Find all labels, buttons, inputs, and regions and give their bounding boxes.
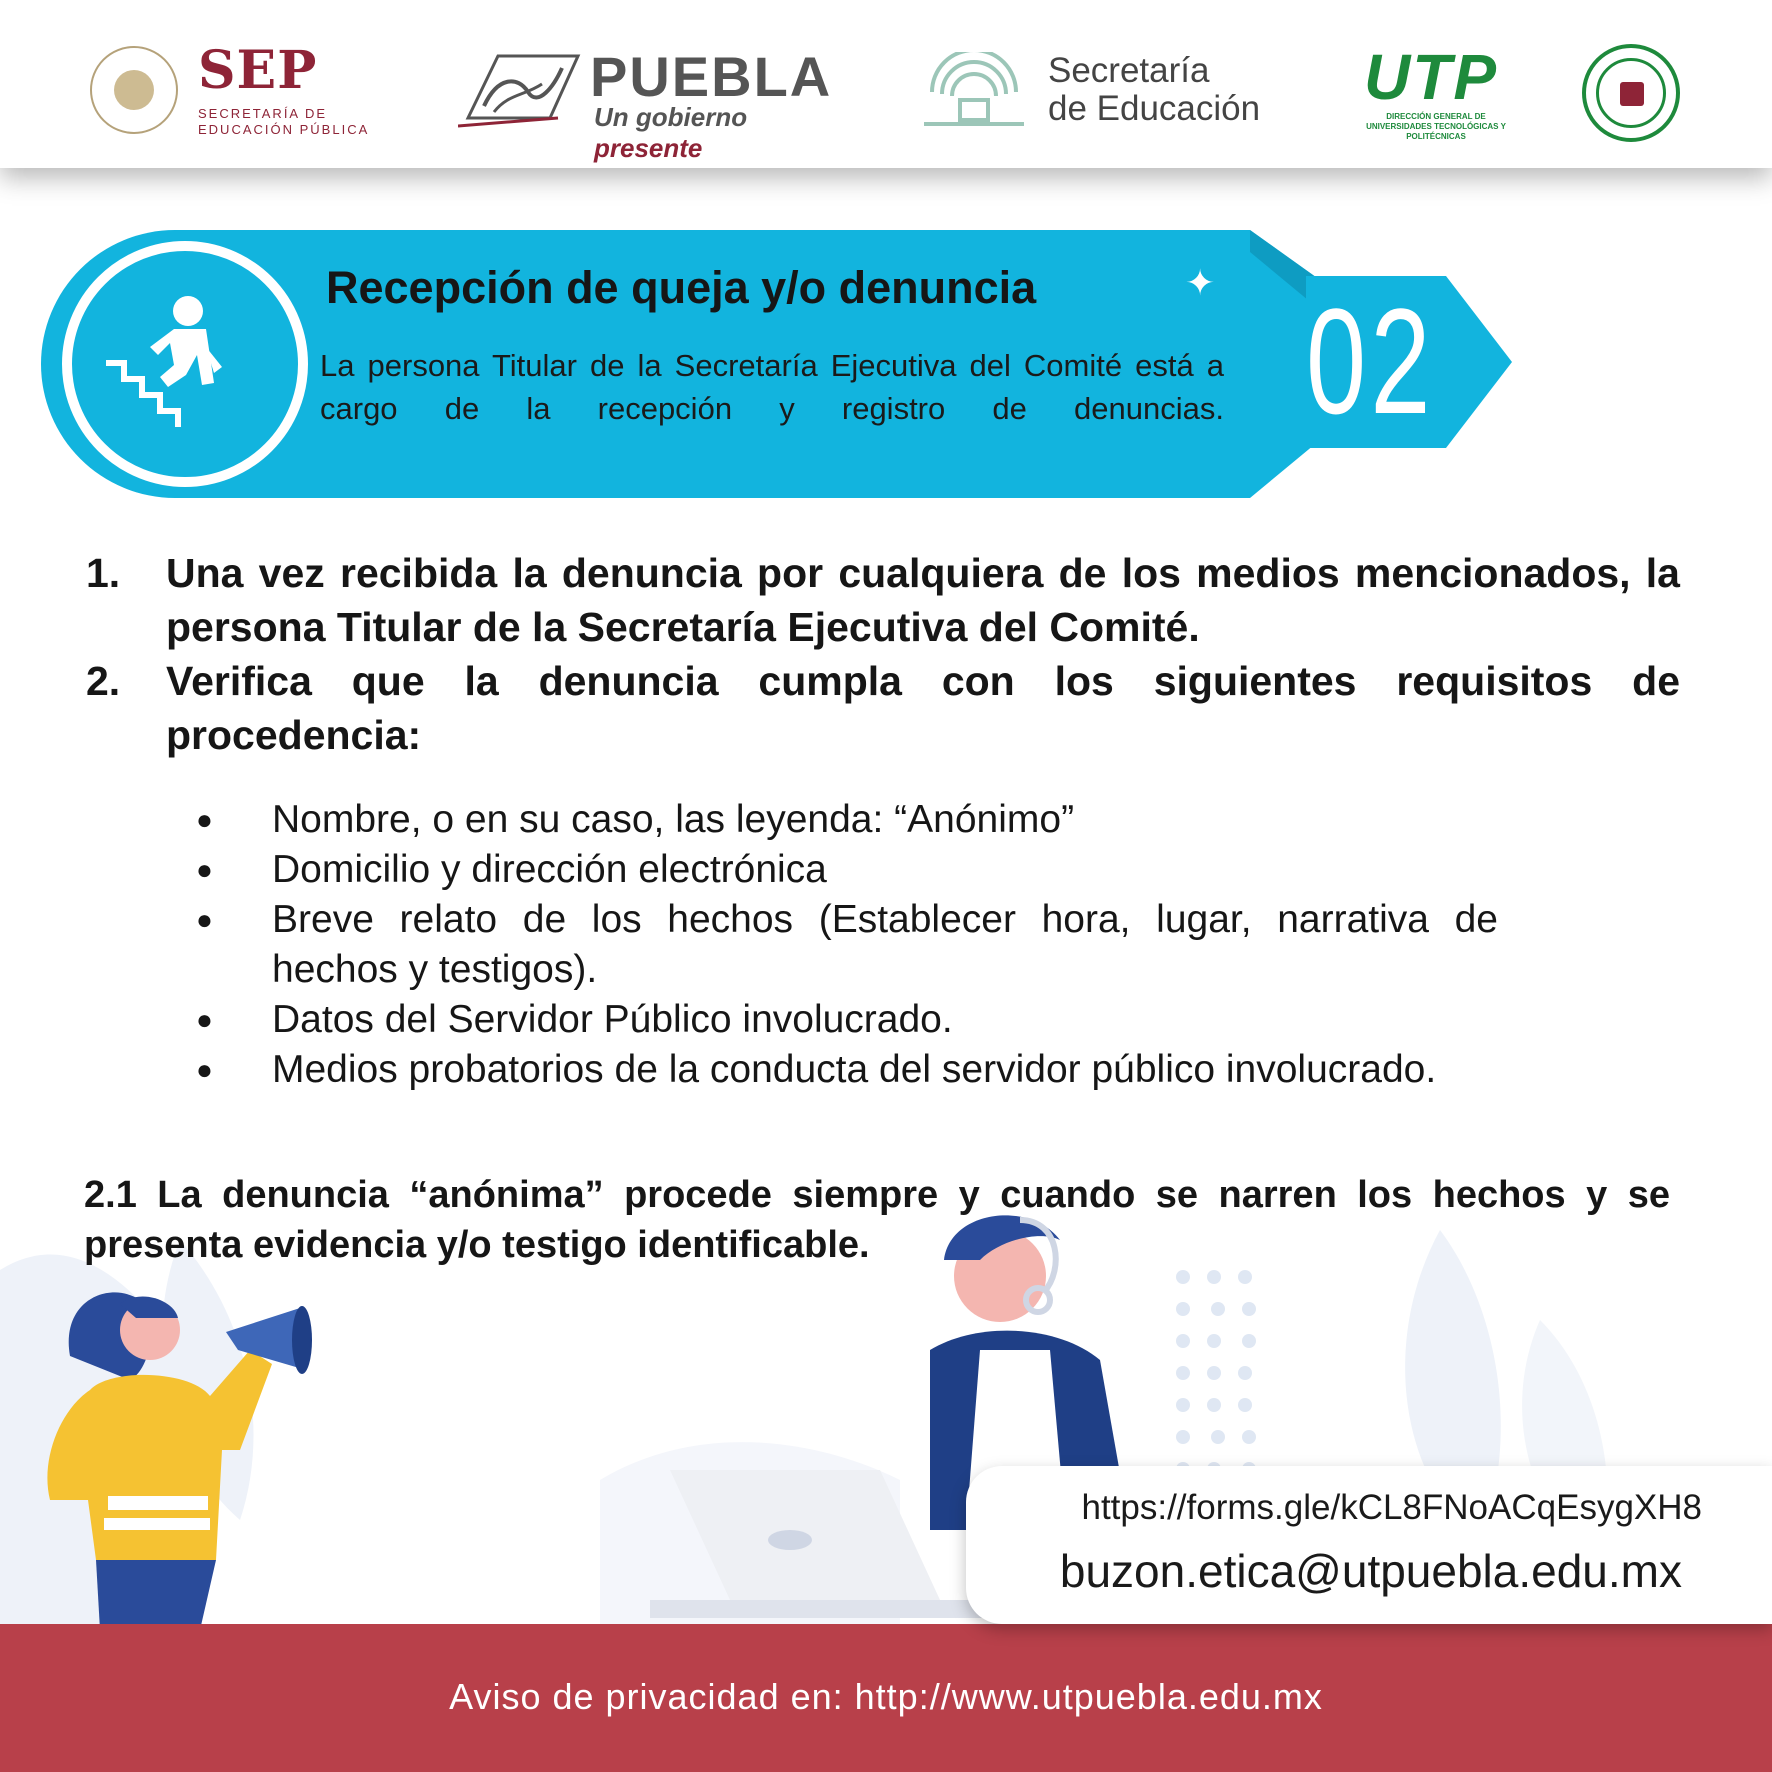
contact-card	[966, 1466, 1772, 1624]
puebla-logo	[458, 40, 838, 163]
privacy-notice-link[interactable]: Aviso de privacidad en: http://www.utpuebla.edu.mx	[449, 1676, 1323, 1717]
puebla-sub-start: Un gobierno	[594, 102, 748, 132]
banner-description: La persona Titular de la Secretaría Ejecutiva del Comité está a cargo de la recepción y registro de denuncias.	[320, 348, 1224, 426]
bullet-icon: ●	[196, 904, 213, 935]
step-item-number: 1.	[86, 550, 121, 596]
puebla-word: PUEBLA	[590, 45, 833, 108]
footer	[0, 1624, 1772, 1772]
megaphone-woman-illustration	[47, 1292, 312, 1630]
email-link[interactable]: buzon.etica@utpuebla.edu.mx	[1059, 1545, 1682, 1597]
secretaria-educacion-text	[1048, 52, 1260, 128]
step-item-text: Verifica que la denuncia cumpla con los siguientes requisitos de procedencia:	[166, 658, 1680, 758]
requirement-text: Breve relato de los hechos (Establecer hora, lugar, narrativa de hechos y testigos).	[272, 898, 1498, 991]
requirement-text: Nombre, o en su caso, las leyenda: “Anónimo”	[272, 798, 1075, 841]
bullet-icon: ●	[196, 1004, 213, 1035]
utp-logo	[1356, 41, 1516, 141]
puebla-sub-end: presente	[594, 133, 703, 163]
requirements-list	[190, 795, 1498, 1095]
form-link[interactable]: https://forms.gle/kCL8FNoACqEsygXH8	[1081, 1488, 1702, 1527]
utp-word: UTP	[1364, 41, 1498, 113]
secedu-line2: de Educación	[1048, 89, 1261, 128]
requirement-item	[190, 1045, 1498, 1095]
stairs-walker-icon	[62, 243, 262, 443]
bullet-icon: ●	[196, 854, 213, 885]
sep-subtitle: SECRETARÍA DE EDUCACIÓN PÚBLICA	[198, 106, 370, 137]
secretaria-educacion-icon	[924, 52, 1024, 128]
requirement-item	[190, 795, 1498, 845]
secedu-line1: Secretaría	[1048, 51, 1210, 90]
utp-seal-icon	[1582, 44, 1680, 142]
requirement-item	[190, 895, 1498, 995]
puebla-subtitle	[594, 102, 838, 164]
puebla-logo-icon	[458, 46, 588, 128]
requirement-item	[190, 845, 1498, 895]
secretaria-educacion-logo	[924, 52, 1284, 132]
step-item	[86, 654, 1680, 762]
requirement-text: Datos del Servidor Público involucrado.	[272, 998, 953, 1041]
requirement-item	[190, 995, 1498, 1045]
header-logos	[0, 0, 1772, 168]
steps-list	[86, 546, 1680, 762]
step-number: 02	[1306, 277, 1435, 445]
requirement-text: Domicilio y dirección electrónica	[272, 848, 827, 891]
sep-word: SEP	[198, 40, 318, 101]
sep-logo	[90, 38, 390, 138]
step-item-number: 2.	[86, 658, 121, 704]
anonymous-note: 2.1 La denuncia “anónima” procede siempre y cuando se narren los hechos y se presenta evidencia y/o testigo identificable.	[84, 1174, 1670, 1266]
step-item	[86, 546, 1680, 654]
sparkle-icon: ✦	[1185, 262, 1216, 303]
utp-subtitle: DIRECCIÓN GENERAL DE UNIVERSIDADES TECNOLÓGICAS Y POLITÉCNICAS	[1366, 112, 1506, 141]
banner-title: Recepción de queja y/o denuncia	[326, 262, 1037, 313]
bullet-icon: ●	[196, 804, 213, 835]
sep-seal-icon	[90, 46, 178, 134]
bullet-icon: ●	[196, 1054, 213, 1085]
step-item-text: Una vez recibida la denuncia por cualquiera de los medios mencionados, la persona Titular de la Secretaría Ejecutiva del Comité.	[166, 550, 1680, 650]
requirement-text: Medios probatorios de la conducta del servidor público involucrado.	[272, 1048, 1437, 1091]
